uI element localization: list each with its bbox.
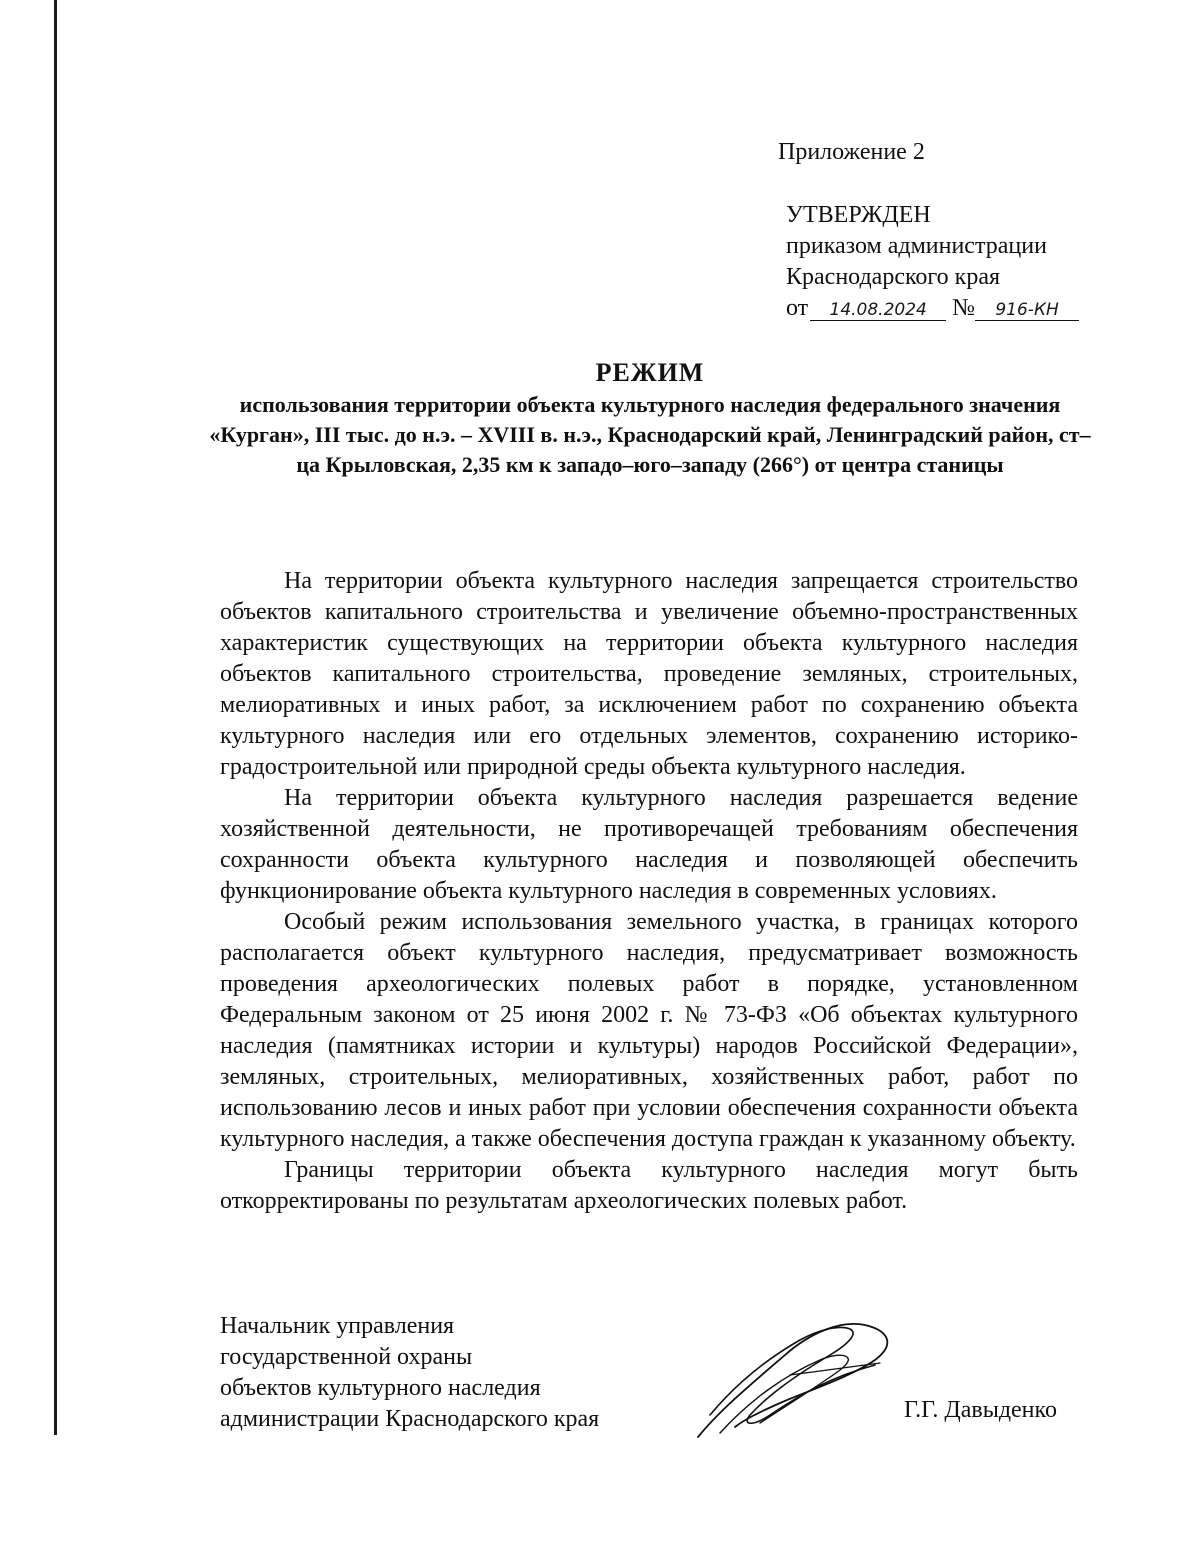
paragraph-1: На территории объекта культурного наследия запрещается строительство объектов капитального строительства и увеличение объемно-пространственных характеристик существующих на территории объекта культурного наследия объектов капитального строительства, проведение земляных, строительных, мелиоративных и иных работ, за исключением работ по сохранению объекта культурного наследия или его отдельных элементов, сохранению историко-градостроительной или природной среды объекта культурного наследия. [220, 568, 1078, 780]
signatory-position [220, 1311, 599, 1435]
signatory-name: Г.Г. Давыденко [904, 1397, 1057, 1423]
position-line-4: администрации Краснодарского края [220, 1406, 600, 1432]
approved-title: УТВЕРЖДЕН [786, 202, 931, 228]
approved-line-2: Краснодарского края [786, 264, 1001, 290]
approved-line-1: приказом администрации [786, 233, 1047, 259]
annex-label: Приложение 2 [778, 139, 925, 165]
document-title: РЕЖИМ [595, 358, 705, 387]
page-edge-line [54, 0, 57, 1435]
document-subtitle: использования территории объекта культурного наследия федерального значения «Курган», III тыс. до н.э. – XVIII в. н.э., Краснодарский край, Ленинградский район, ст–ца Крыловская, 2,35 км к западо–юго–западу (266°) от центра станицы [209, 392, 1091, 477]
paragraph-2: На территории объекта культурного наследия разрешается ведение хозяйственной деятельности, не противоречащей требованиям обеспечения сохранности объекта культурного наследия и позволяющей обеспечить функционирование объекта культурного наследия в современных условиях. [220, 785, 1078, 904]
position-line-3: объектов культурного наследия [220, 1375, 541, 1401]
position-line-1: Начальник управления [220, 1313, 455, 1339]
order-date: 14.08.2024 [810, 300, 946, 321]
approval-date-row [786, 293, 1079, 324]
approval-block [786, 200, 1079, 324]
position-line-2: государственной охраны [220, 1344, 473, 1370]
order-number: 916-КН [975, 300, 1079, 321]
document-body [220, 566, 1078, 1217]
paragraph-3: Особый режим использования земельного участка, в границах которого располагается объект культурного наследия, предусматривает возможность проведения археологических полевых работ в порядке, установленном Федеральным законом от 25 июня 2002 г. № 73-ФЗ «Об объектах культурного наследия (памятниках истории и культуры) народов Российской Федерации», земляных, строительных, мелиоративных, хозяйственных работ, работ по использованию лесов и иных работ при условии обеспечения сохранности объекта культурного наследия, а также обеспечения доступа граждан к указанному объекту. [220, 909, 1078, 1152]
handwritten-signature [690, 1315, 910, 1445]
number-prefix: № [952, 295, 976, 321]
paragraph-4: Границы территории объекта культурного наследия могут быть откорректированы по результатам археологических полевых работ. [220, 1157, 1078, 1214]
date-prefix: от [786, 295, 809, 321]
